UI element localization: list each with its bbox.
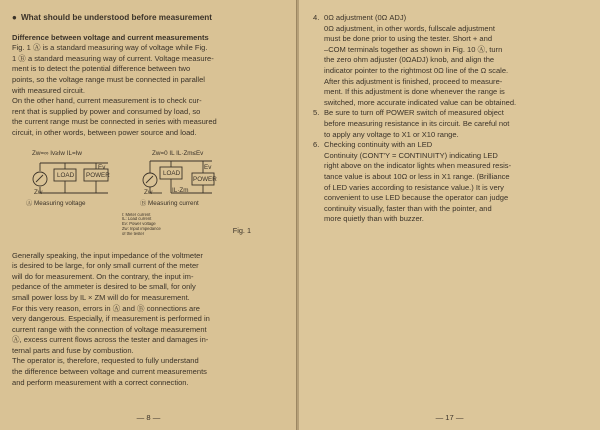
text-line: points, so the voltage range must be connected in parallel (12, 74, 205, 84)
legend-line: IL: Load current (122, 217, 152, 222)
page-number-right: — 17 — (435, 413, 464, 423)
fig-top-a: Zw=∞ Iv≥Iw IL=Iw (32, 149, 82, 157)
text-line: rent that is supplied by power and consumed by load, so (12, 106, 201, 116)
text-line: Continuity (CONT'Y = CONTINUITY) indicating LED (324, 150, 498, 160)
bullet-icon: ● (12, 13, 17, 22)
fig-zw-a: Zw (34, 188, 43, 196)
paragraph-impedance (12, 251, 289, 389)
legend-line: I: Meter current (122, 212, 151, 217)
text-line: Be sure to turn off POWER switch of measured object (324, 108, 504, 118)
meter-a-icon (33, 172, 47, 186)
list-item (313, 108, 592, 140)
text-line: of LED varies according to resistance value.) It is very (324, 182, 504, 192)
list-item-text (324, 13, 592, 108)
text-line: the zero ohm adjuster (0ΩADJ) knob, and align the (324, 55, 495, 65)
text-line: ment. If this adjustment is done whenever the range is (324, 87, 505, 97)
text-line: The operator is, therefore, requested to fully understand (12, 356, 199, 366)
text-line: Checking continuity with an LED (324, 140, 433, 150)
text-line: current range with the connection of voltage measurement (12, 324, 207, 334)
text-line: is desired to be large, for only small current of the meter (12, 261, 199, 271)
list-item (313, 140, 592, 225)
text-line: with measured circuit. (12, 85, 85, 95)
section-title (12, 13, 289, 24)
fig-legend (122, 213, 161, 237)
text-line: to apply any voltage to X1 or X10 range. (324, 129, 459, 139)
fig-label-a: Ⓐ Measuring voltage (26, 199, 86, 207)
fig-ev-b: Ev (204, 163, 212, 171)
fig-ev-a: Ev (98, 163, 106, 171)
meter-b-icon (143, 173, 157, 187)
fig-zw-b: Zw (144, 188, 153, 196)
text-line: On the other hand, current measurement is to check cur- (12, 96, 202, 106)
page-number-left: — 8 — (136, 413, 161, 423)
list-item-text (324, 108, 592, 140)
text-line: ment is to detect the potential difference between two (12, 64, 191, 74)
paragraph-current-series (12, 96, 289, 138)
legend-line: Ev: Power voltage (122, 222, 156, 227)
text-line: pedance of the ammeter is desired to be small, for only (12, 282, 196, 292)
text-line: small power loss by IL × ZM will do for measurement. (12, 292, 190, 302)
text-line: 0Ω adjustment (0Ω ADJ) (324, 13, 407, 22)
fig-label-b: Ⓑ Measuring current (140, 199, 199, 207)
list-item (313, 13, 592, 108)
figure-1 (12, 147, 289, 247)
text-line: Ⓐ, excess current flows across the tester and damages in- (12, 335, 209, 345)
text-line: must be done prior to using the tester. Short + and (324, 34, 493, 44)
text-line: right above on the indicator lights when measured resis- (324, 161, 512, 171)
fig-caption: Fig. 1 (232, 225, 251, 235)
text-line: the difference between voltage and current measurements (12, 367, 207, 377)
fig-top-b: Zw=0 IL IL·Zm≤Ev (152, 149, 204, 157)
text-line: more quietly than with buzzer. (324, 214, 424, 224)
text-line: circuit, in other words, between power source and load. (12, 127, 197, 137)
text-line: and perform measurement with a correct connection. (12, 377, 189, 387)
text-line: very dangerous. Especially, if measurement is performed in (12, 314, 210, 324)
fig-load-b: LOAD (163, 169, 181, 177)
list-item-number: 5. (313, 108, 320, 118)
fig-il-zm: IL·Zm (172, 186, 189, 194)
fig-power-b: POWER (193, 175, 217, 183)
text-line: Fig. 1 Ⓐ is a standard measuring way of voltage while Fig. (12, 43, 208, 53)
fig-power-a: POWER (86, 171, 110, 179)
text-line: switched, more accurate indicated value can be obtained. (324, 97, 517, 107)
text-line: Generally speaking, the input impedance of the voltmeter (12, 250, 203, 260)
text-line: before measuring resistance in its circuit. Be careful not (324, 118, 510, 128)
subheading: Difference between voltage and current measurements (12, 32, 209, 42)
text-line: 0Ω adjustment, in other words, fullscale adjustment (324, 23, 495, 33)
list-item-number: 4. (313, 13, 320, 22)
list-item-number: 6. (313, 140, 320, 150)
right-page (299, 0, 600, 430)
legend-line: of the tester (122, 231, 145, 236)
section-title-text: What should be understood before measurement (20, 13, 213, 22)
text-line: will do for measurement. On the contrary, the input im- (12, 271, 194, 281)
legend-line: Zw: Input impedance (122, 226, 161, 231)
text-line: indicator pointer to the rightmost 0Ω line of the Ω scale. (324, 65, 509, 75)
text-line: tance value is about 10Ω or less in X1 range. (Brilliance (324, 171, 510, 181)
list-item-text (324, 140, 592, 225)
text-line: the current range must be connected in series with measured (12, 117, 217, 127)
text-line: 1 Ⓑ a standard measuring way of current. Voltage measure- (12, 53, 214, 63)
text-line: ternal parts and fuse by combustion. (12, 345, 134, 355)
text-line: –COM terminals together as shown in Fig. 10 Ⓐ, turn (324, 44, 503, 54)
text-line: For this very reason, errors in Ⓐ and Ⓑ connections are (12, 303, 200, 313)
fig-load-a: LOAD (57, 171, 75, 179)
text-line: After this adjustment is finished, proceed to measure- (324, 76, 503, 86)
text-line: convenient to use LED because the operator can judge (324, 193, 509, 203)
numbered-list (313, 13, 592, 225)
left-page (0, 0, 297, 430)
text-line: continuity visually, faster than with the pointer, and (324, 203, 492, 213)
paragraph-voltage-current (12, 43, 289, 96)
